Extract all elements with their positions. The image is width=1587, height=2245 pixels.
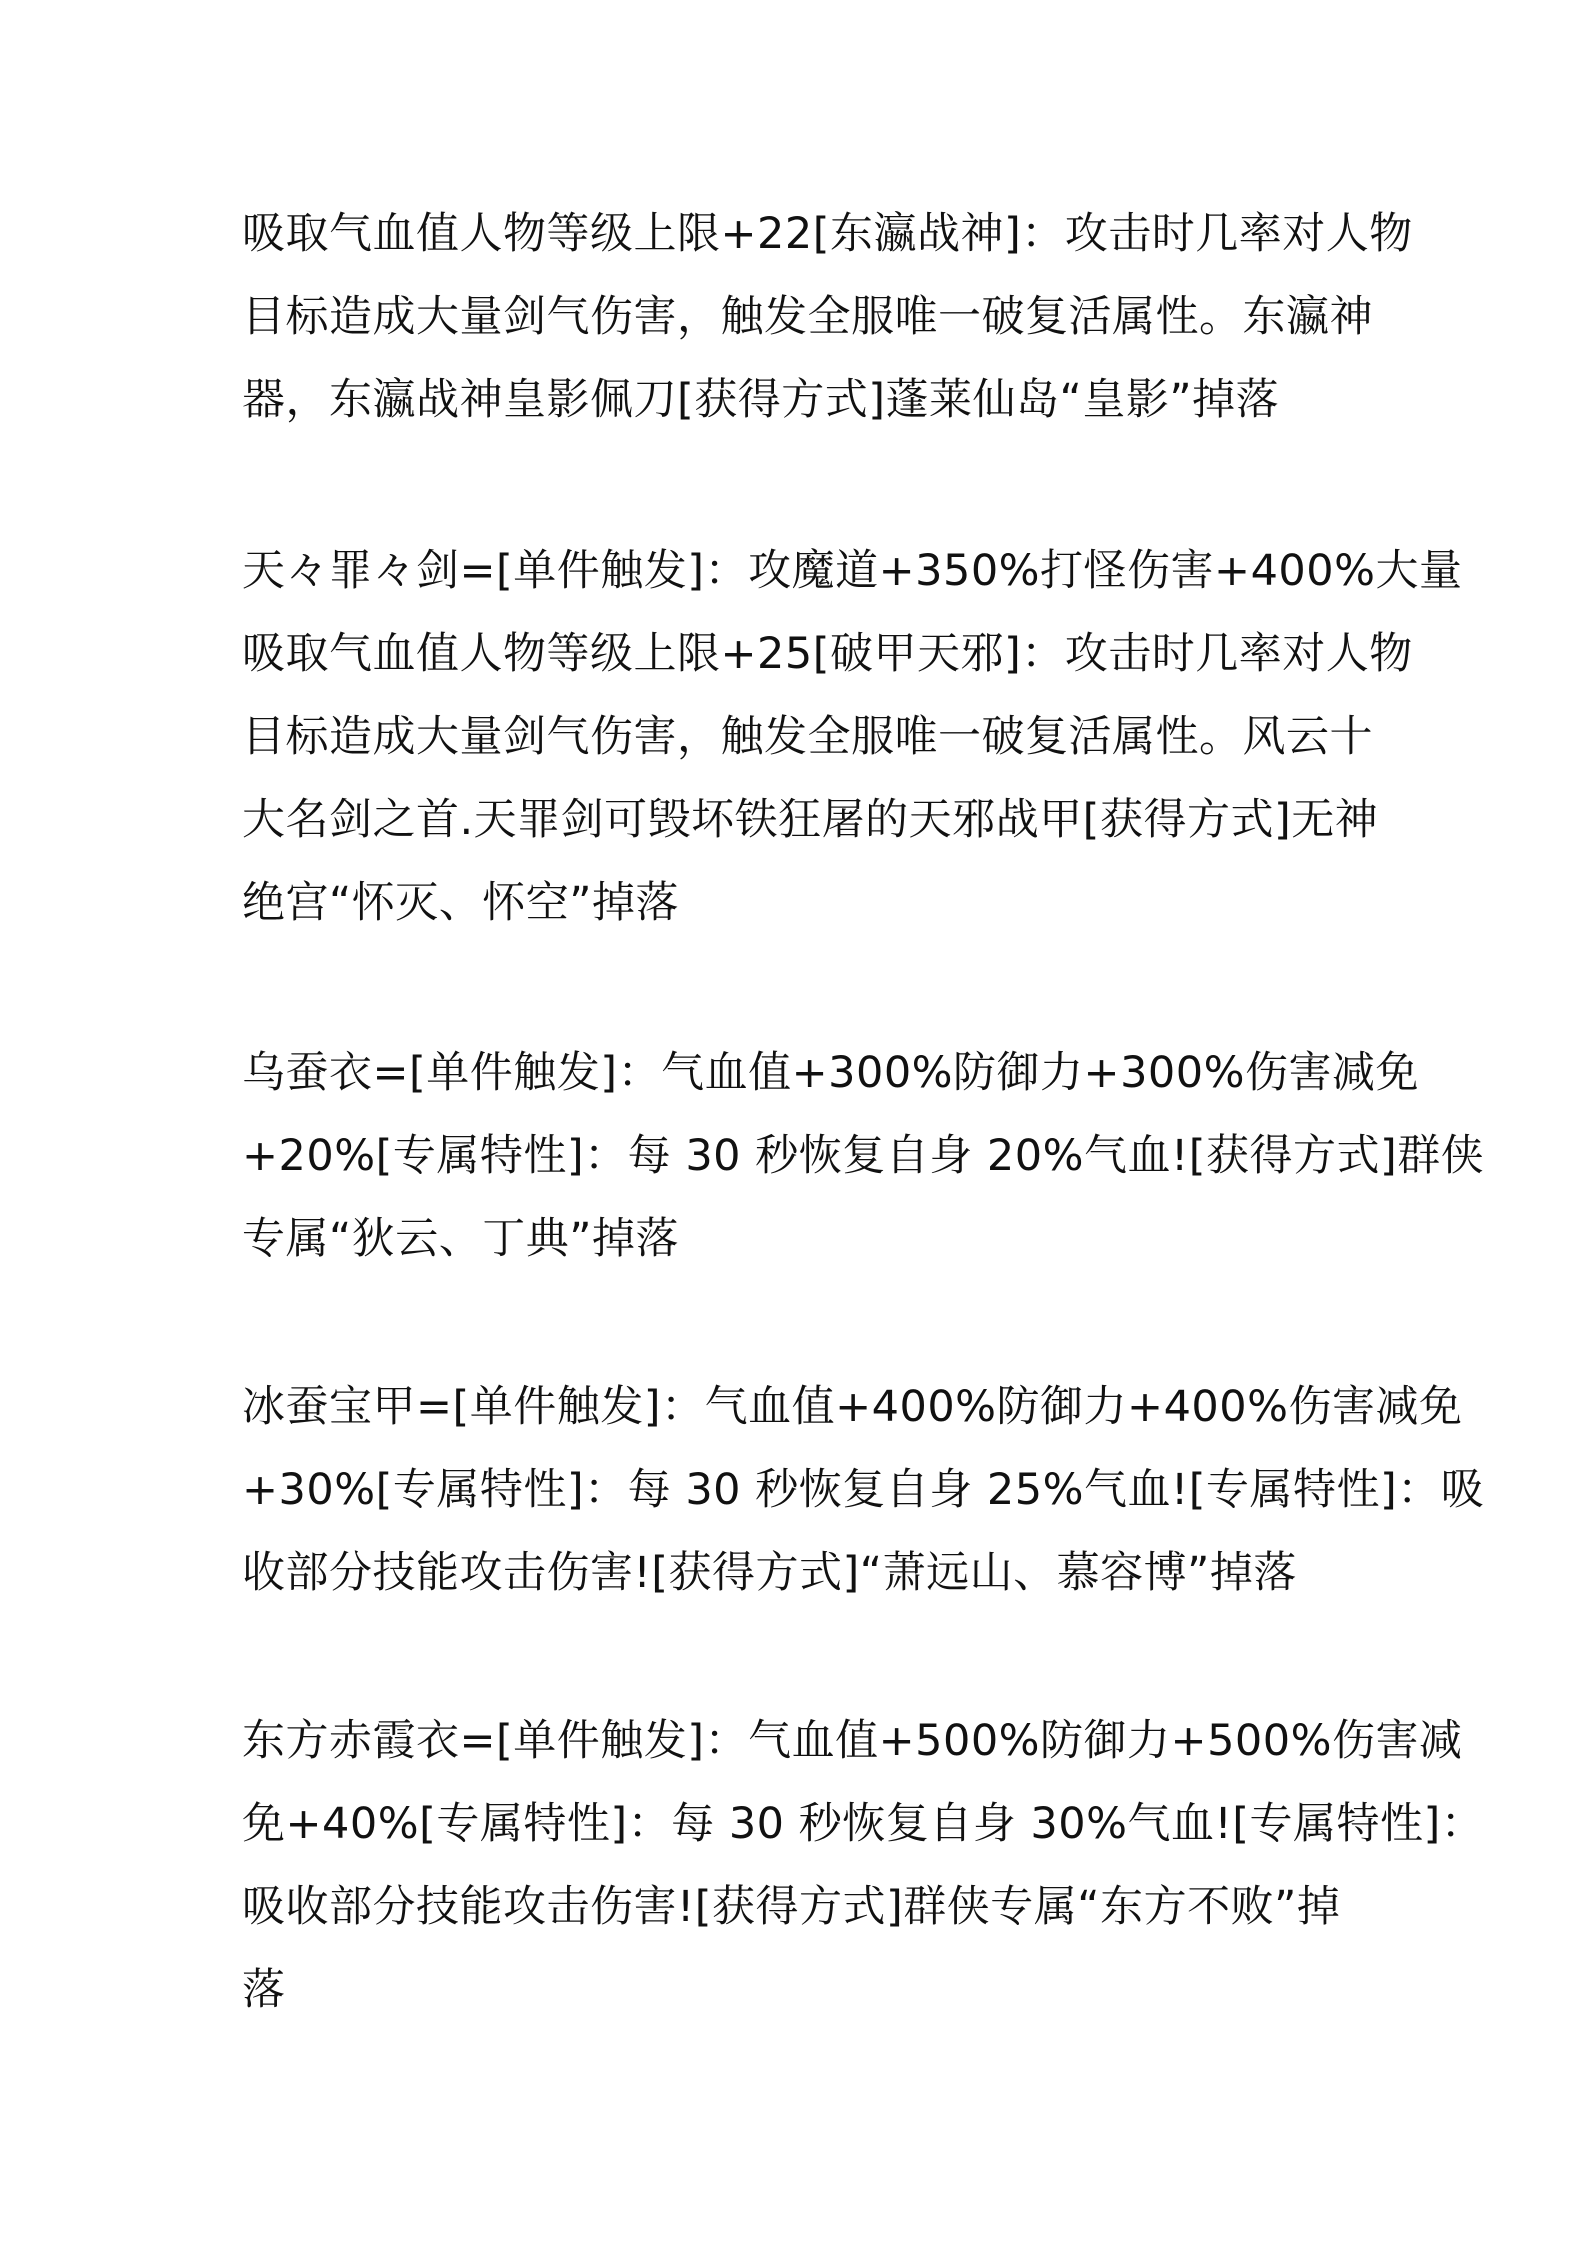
text-line: 绝宫“怀灭、怀空”掉落 bbox=[242, 878, 680, 928]
text-line: 目标造成大量剑气伤害，触发全服唯一破复活属性。东瀛神 bbox=[242, 292, 1373, 342]
paragraph-dongfang-armor bbox=[242, 1700, 1485, 2032]
text-line: 器，东瀛战神皇影佩刀[获得方式]蓬莱仙岛“皇影”掉落 bbox=[242, 375, 1280, 425]
text-line: +30%[专属特性]：每 30 秒恢复自身 25%气血![专属特性]：吸 bbox=[242, 1465, 1485, 1515]
paragraph-bingcan-armor bbox=[242, 1366, 1485, 1615]
text-line: 天々罪々剑=[单件触发]：攻魔道+350%打怪伤害+400%大量 bbox=[242, 546, 1463, 596]
text-line: 吸取气血值人物等级上限+25[破甲天邪]：攻击时几率对人物 bbox=[242, 629, 1413, 679]
text-line: 东方赤霞衣=[单件触发]：气血值+500%防御力+500%伤害减 bbox=[242, 1716, 1463, 1766]
text-line: 大名剑之首.天罪剑可毁坏铁狂屠的天邪战甲[获得方式]无神 bbox=[242, 795, 1379, 845]
text-line: 冰蚕宝甲=[单件触发]：气血值+400%防御力+400%伤害减免 bbox=[242, 1382, 1463, 1432]
text-line: 专属“狄云、丁典”掉落 bbox=[242, 1214, 680, 1264]
text-line: 乌蚕衣=[单件触发]：气血值+300%防御力+300%伤害减免 bbox=[242, 1048, 1420, 1098]
paragraph-wucan-armor bbox=[242, 1032, 1485, 1281]
paragraph-dongying-weapon bbox=[242, 193, 1413, 442]
text-line: 目标造成大量剑气伤害，触发全服唯一破复活属性。风云十 bbox=[242, 712, 1373, 762]
text-line: 吸收部分技能攻击伤害![获得方式]群侠专属“东方不败”掉 bbox=[242, 1882, 1341, 1932]
text-line: 免+40%[专属特性]：每 30 秒恢复自身 30%气血![专属特性]： bbox=[242, 1799, 1485, 1849]
text-line: 收部分技能攻击伤害![获得方式]“萧远山、慕容博”掉落 bbox=[242, 1548, 1297, 1598]
text-line: +20%[专属特性]：每 30 秒恢复自身 20%气血![获得方式]群侠 bbox=[242, 1131, 1485, 1181]
text-line: 落 bbox=[242, 1965, 286, 2015]
text-line: 吸取气血值人物等级上限+22[东瀛战神]：攻击时几率对人物 bbox=[242, 209, 1413, 259]
paragraph-tianzui-sword bbox=[242, 530, 1463, 945]
